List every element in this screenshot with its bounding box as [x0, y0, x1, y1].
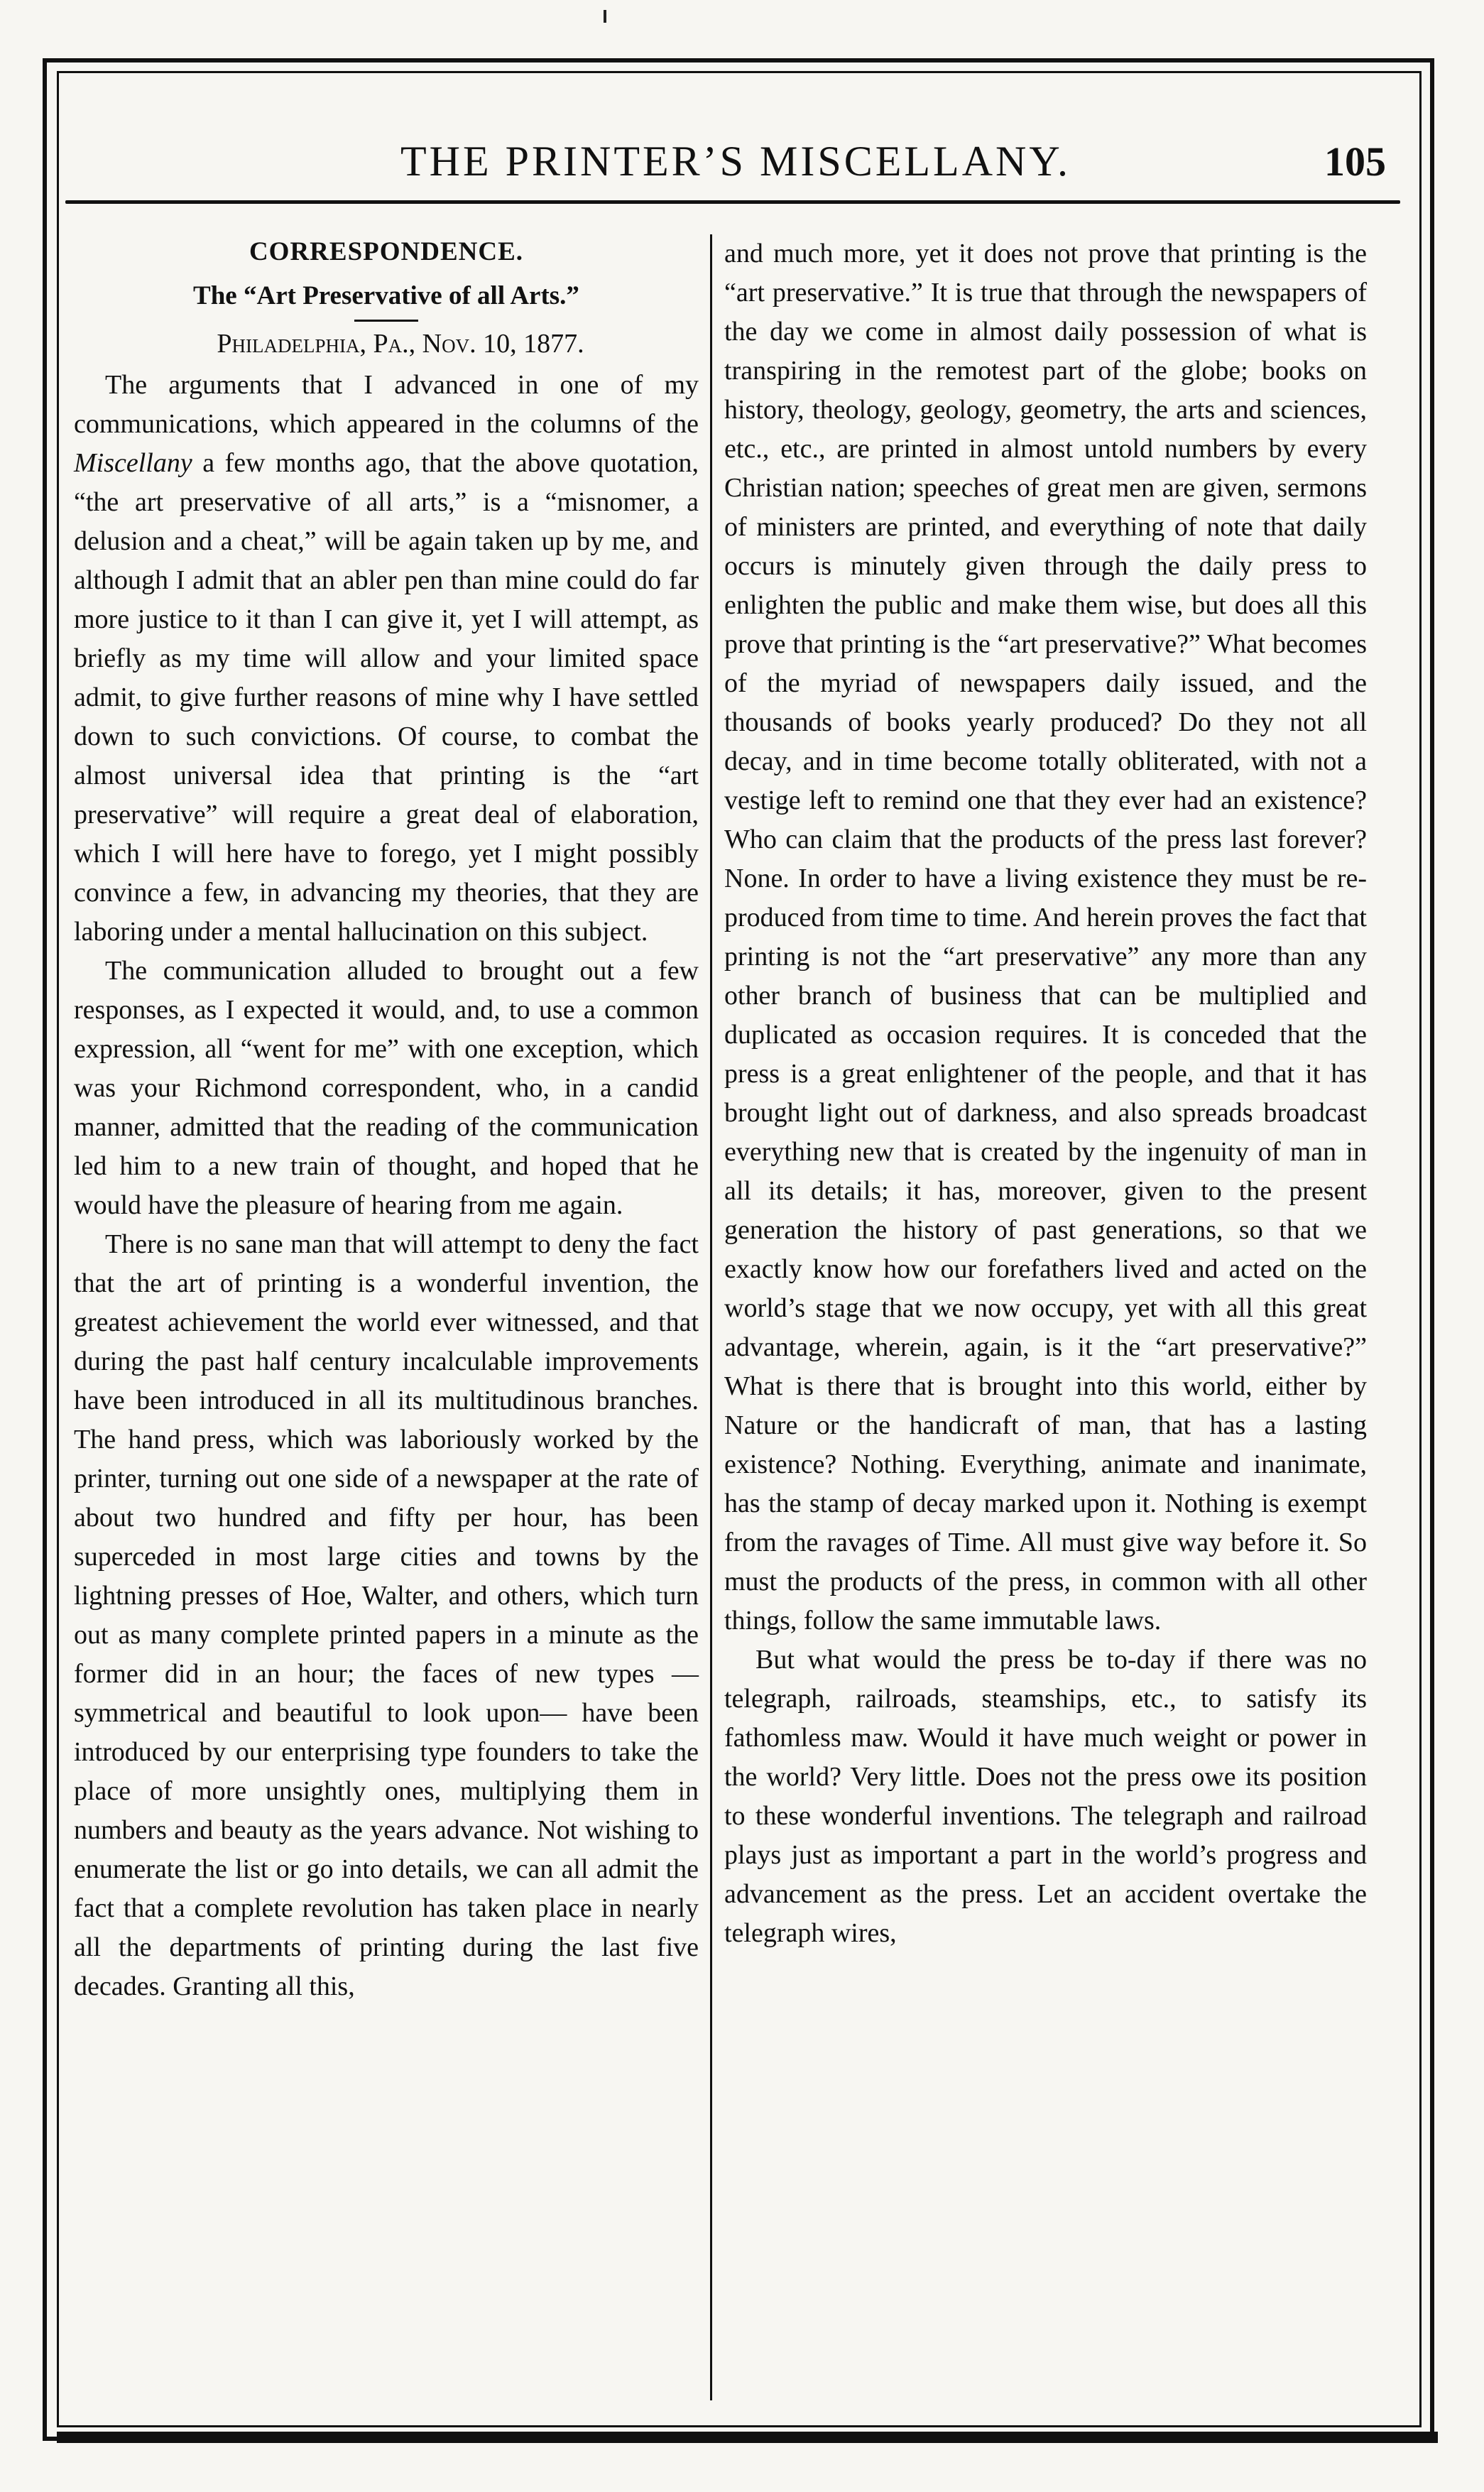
left-paragraph-3: There is no sane man that will attempt to deny the fact that the art of printing is a wonderful invention, the greatest achievement the world ever witnessed, and that during the past half century incalculable improvements have been introduced in all its multitudinous branches. The hand press, which was laboriously worked by the printer, turning out one side of a newspaper at the rate of about two hundred and fifty per hour, has been superceded in most large cities and towns by the lightning presses of Hoe, Walter, and others, which turn out as many complete printed papers in a minute as the former did in an hour; the faces of new types —symmetrical and beautiful to look upon— have been introduced by our enterprising type founders to take the place of more unsightly ones, multiplying them in numbers and beauty as the years advance. Not wishing to enumerate the list or go into details, we can all admit the fact that a complete revolution has taken place in nearly all the departments of printing during the last five decades. Granting all this, [74, 1229, 699, 2001]
article-title: The “Art Preservative of all Arts.” [193, 281, 579, 310]
p1-text-a: The arguments that I advanced in one of my communications, which appeared in the columns of the [74, 370, 699, 439]
publication-name: Miscellany [74, 448, 192, 478]
right-paragraph-2: But what would the press be to-day if there was no telegraph, railroads, steamships, etc., to satisfy its fathomless maw. Would it have much weight or power in the world? Very little. Does not the press owe its position to these wonderful inventions. The telegraph and railroad plays just as important a part in the world’s progress and advancement as the press. Let an accident overtake the telegraph wires, [724, 1645, 1367, 1948]
left-paragraph-2: The communication alluded to brought out a few responses, as I expected it would, and, to use a common expression, all “went for me” with one exception, which was your Richmond correspondent, who, in a candid manner, admitted that the reading of the communication led him to a new train of thought, and hoped that he would have the pleasure of hearing from me again. [74, 956, 699, 1220]
page-header [68, 129, 1403, 193]
running-title: THE PRINTER’S MISCELLANY. [400, 137, 1071, 185]
dateline: Philadelphia, Pa., Nov. 10, 1877. [217, 329, 584, 359]
right-column [724, 234, 1367, 2415]
page-number: 105 [1324, 138, 1386, 185]
left-column [74, 234, 699, 2415]
page-frame-shadow [57, 2432, 1438, 2443]
section-title: CORRESPONDENCE. [249, 237, 524, 266]
right-paragraph-1: and much more, yet it does not prove that printing is the “art preservative.” It is true that through the newspapers of the day we come in almost daily possession of what is transpiring in the remotest part of the globe; books on history, theology, geology, geometry, the arts and sciences, etc., etc., are printed in almost untold numbers by every Christian nation; speeches of great men are given, sermons of ministers are printed, and everything of note that daily occurs is minutely given through the daily press to enlighten the public and make them wise, but does all this prove that printing is the “art preservative?” What becomes of the myriad of newspapers daily issued, and the thousands of books yearly produced? Do they not all decay, and in time become totally obliterated, with not a vestige left to remind one that they ever had an existence? Who can claim that the products of the press last forever? None. In order to have a living existence they must be re-produced from time to time. And herein proves the fact that printing is not the “art preservative” any more than any other branch of business that can be multiplied and duplicated as occasion requires. It is conceded that the press is a great enlightener of the people, and that it has brought light out of darkness, and also spreads broadcast everything new that is created by the ingenuity of man in all its details; it has, moreover, given to the present generation the history of past generations, so that we exactly know how our forefathers lived and acted on the world’s stage that we now occupy, yet with all this great advantage, wherein, again, is it the “art preservative?” What is there that is brought into this world, either by Nature or the handicraft of man, that has a lasting existence? Nothing. Everything, animate and inanimate, has the stamp of decay marked upon it. Nothing is exempt from the ravages of Time. All must give way before it. So must the products of the press, in common with all other things, follow the same immutable laws. [724, 239, 1367, 1636]
header-rule [65, 200, 1400, 204]
p1-text-b: a few months ago, that the above quotation, “the art preservative of all arts,” is a “misnomer, a delusion and a cheat,” will be again taken up by me, and although I admit that an abler pen than mine could do far more justice to it than I can give it, yet I will attempt, as briefly as my time will allow and your limited space admit, to give further reasons of mine why I have settled down to such convictions. Of course, to combat the almost universal idea that printing is the “art preservative” will require a great deal of elaboration, which I will here have to forego, yet I might possibly convince a few, in advancing my theories, that they are laboring under a mental hallucination on this subject. [74, 448, 699, 947]
title-rule [354, 320, 418, 322]
printers-mark [604, 10, 606, 23]
column-divider [710, 234, 712, 2400]
left-paragraph-1 [74, 366, 699, 952]
